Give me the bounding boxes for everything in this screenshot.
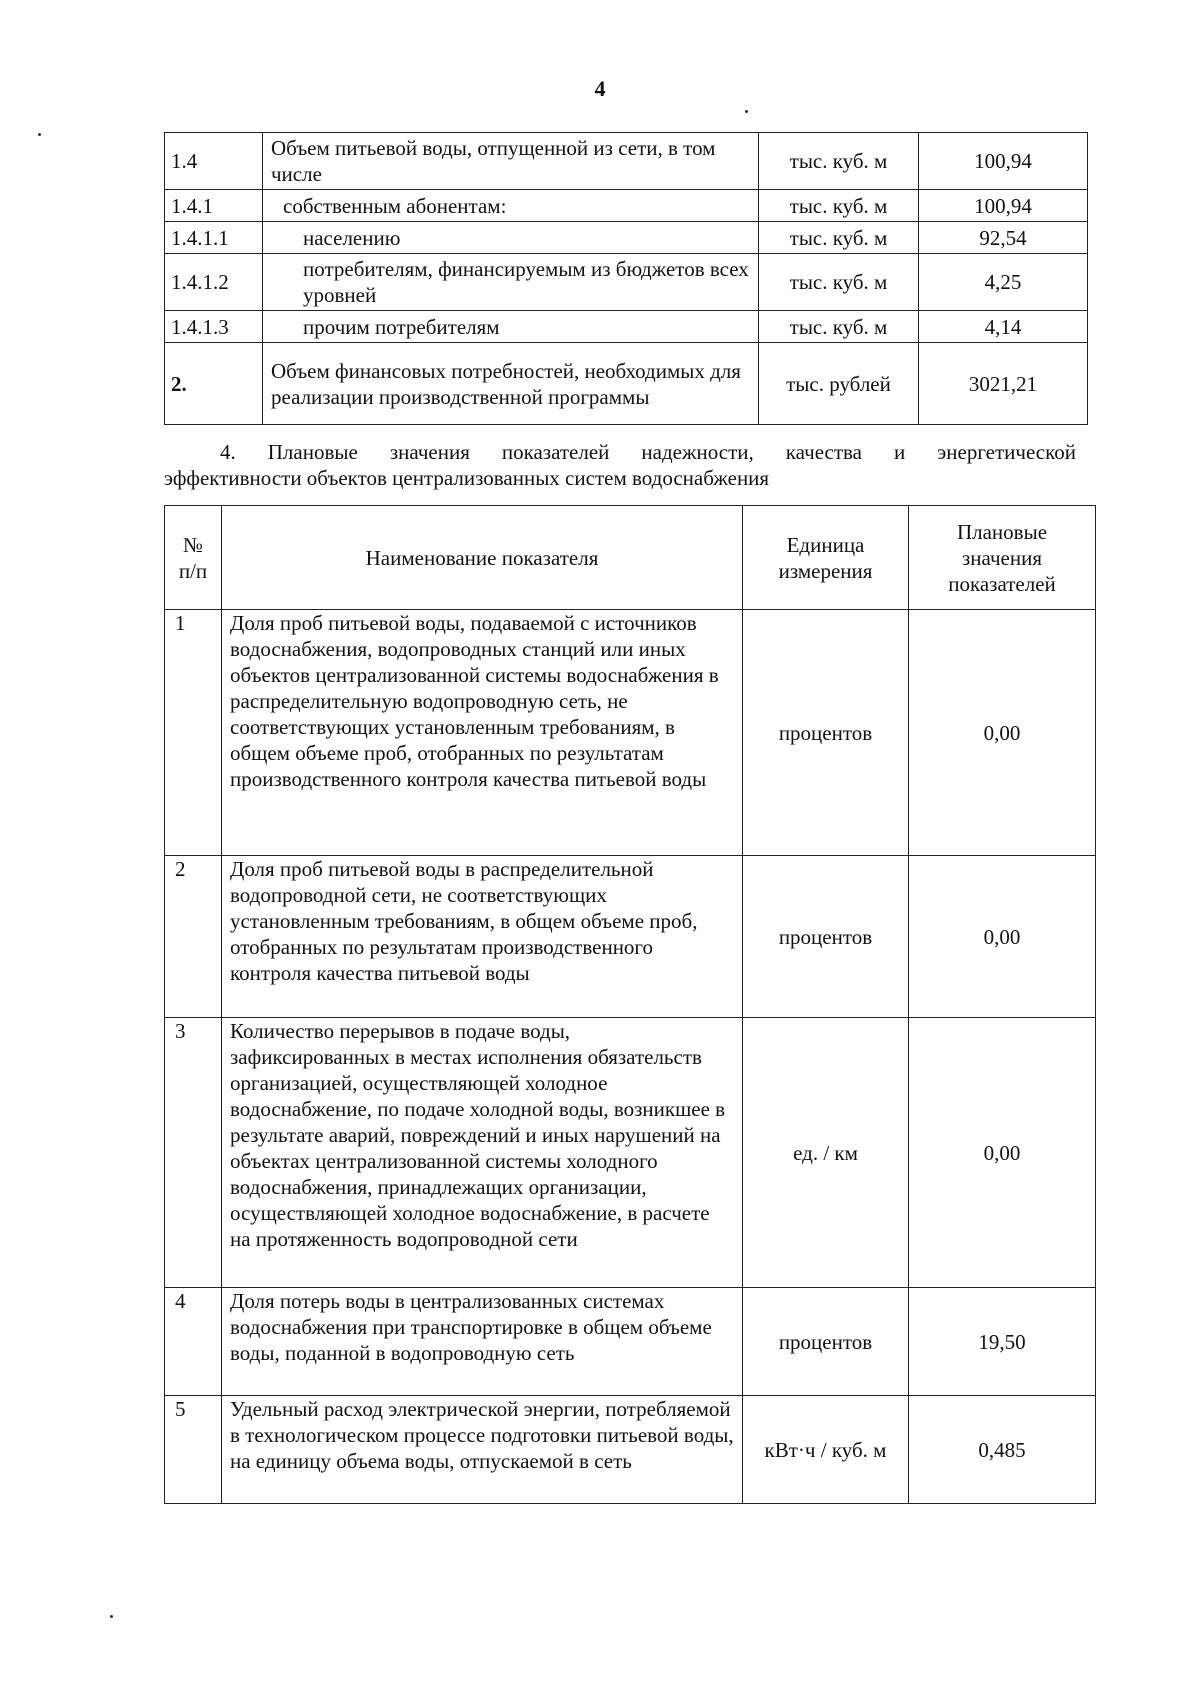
- table-row: [165, 343, 1088, 425]
- unit-cell: тыс. куб. м: [759, 190, 919, 222]
- header-indicator-name: Наименование показателя: [222, 506, 743, 610]
- value-cell: 19,50: [909, 1288, 1096, 1396]
- section-heading-line2: эффективности объектов централизованных систем водоснабжения: [164, 466, 770, 490]
- row-number: 2.: [165, 343, 263, 425]
- row-number: 1.4.1.2: [165, 254, 263, 311]
- scan-speck: [38, 133, 41, 136]
- page-number: 4: [594, 76, 606, 101]
- row-number: 1: [165, 610, 222, 856]
- indicator-name: прочим потребителям: [263, 311, 759, 343]
- unit-cell: тыс. куб. м: [759, 254, 919, 311]
- unit-cell: процентов: [743, 610, 909, 856]
- indicators-table: [164, 505, 1096, 1504]
- value-cell: 92,54: [919, 222, 1088, 254]
- table-row: [165, 1018, 1096, 1288]
- value-cell: 3021,21: [919, 343, 1088, 425]
- scan-speck: [745, 110, 748, 113]
- value-cell: 100,94: [919, 133, 1088, 190]
- row-number: 1.4: [165, 133, 263, 190]
- header-planned-value: Плановые значения показателей: [909, 506, 1096, 610]
- row-number: 1.4.1.3: [165, 311, 263, 343]
- indicator-name: потребителям, финансируемым из бюджетов всех уровней: [263, 254, 759, 311]
- unit-cell: процентов: [743, 856, 909, 1018]
- indicator-name: Доля проб питьевой воды, подаваемой с источников водоснабжения, водопроводных станций или иных объектов централизованной системы водоснабжения в распределительную водопроводную сеть, не соответствующих установленным требованиям, в общем объеме проб, отобранных по результатам производственного контроля качества питьевой воды: [222, 610, 743, 856]
- header-unit: Единица измерения: [743, 506, 909, 610]
- indicator-name: населению: [263, 222, 759, 254]
- value-cell: 0,485: [909, 1396, 1096, 1504]
- header-number: № п/п: [165, 506, 222, 610]
- table-row: [165, 190, 1088, 222]
- row-number: 3: [165, 1018, 222, 1288]
- table-row: [165, 1288, 1096, 1396]
- indicator-name: Объем питьевой воды, отпущенной из сети, в том числе: [263, 133, 759, 190]
- value-cell: 4,25: [919, 254, 1088, 311]
- table-row: [165, 133, 1088, 190]
- unit-cell: кВт·ч / куб. м: [743, 1396, 909, 1504]
- production-volume-table: [164, 132, 1088, 425]
- table-row: [165, 311, 1088, 343]
- table-row: [165, 222, 1088, 254]
- indicator-name: Удельный расход электрической энергии, потребляемой в технологическом процессе подготовки питьевой воды, на единицу объема воды, отпускаемой в сеть: [222, 1396, 743, 1504]
- value-cell: 100,94: [919, 190, 1088, 222]
- unit-cell: ед. / км: [743, 1018, 909, 1288]
- table-header-row: [165, 506, 1096, 610]
- value-cell: 0,00: [909, 856, 1096, 1018]
- unit-cell: процентов: [743, 1288, 909, 1396]
- table-row: [165, 610, 1096, 856]
- row-number: 1.4.1.1: [165, 222, 263, 254]
- indicator-name: собственным абонентам:: [263, 190, 759, 222]
- value-cell: 4,14: [919, 311, 1088, 343]
- unit-cell: тыс. куб. м: [759, 222, 919, 254]
- unit-cell: тыс. куб. м: [759, 311, 919, 343]
- row-number: 5: [165, 1396, 222, 1504]
- indicator-name: Объем финансовых потребностей, необходимых для реализации производственной программы: [263, 343, 759, 425]
- unit-cell: тыс. рублей: [759, 343, 919, 425]
- section-heading-line1: 4. Плановые значения показателей надежности, качества и энергетической: [220, 440, 1076, 464]
- indicator-name: Доля проб питьевой воды в распределительной водопроводной сети, не соответствующих установленным требованиям, в общем объеме проб, отобранных по результатам производственного контроля качества питьевой воды: [222, 856, 743, 1018]
- indicator-name: Количество перерывов в подаче воды, зафиксированных в местах исполнения обязательств организацией, осуществляющей холодное водоснабжение, по подаче холодной воды, возникшее в результате аварий, повреждений и иных нарушений на объектах централизованной системы холодного водоснабжения, принадлежащих организации, осуществляющей холодное водоснабжение, в расчете на протяженность водопроводной сети: [222, 1018, 743, 1288]
- indicator-name: Доля потерь воды в централизованных системах водоснабжения при транспортировке в общем объеме воды, поданной в водопроводную сеть: [222, 1288, 743, 1396]
- unit-cell: тыс. куб. м: [759, 133, 919, 190]
- scan-speck: [110, 1615, 113, 1618]
- row-number: 2: [165, 856, 222, 1018]
- value-cell: 0,00: [909, 1018, 1096, 1288]
- row-number: 4: [165, 1288, 222, 1396]
- section-heading: [164, 439, 1076, 491]
- table-row: [165, 254, 1088, 311]
- row-number: 1.4.1: [165, 190, 263, 222]
- value-cell: 0,00: [909, 610, 1096, 856]
- table-row: [165, 856, 1096, 1018]
- table-row: [165, 1396, 1096, 1504]
